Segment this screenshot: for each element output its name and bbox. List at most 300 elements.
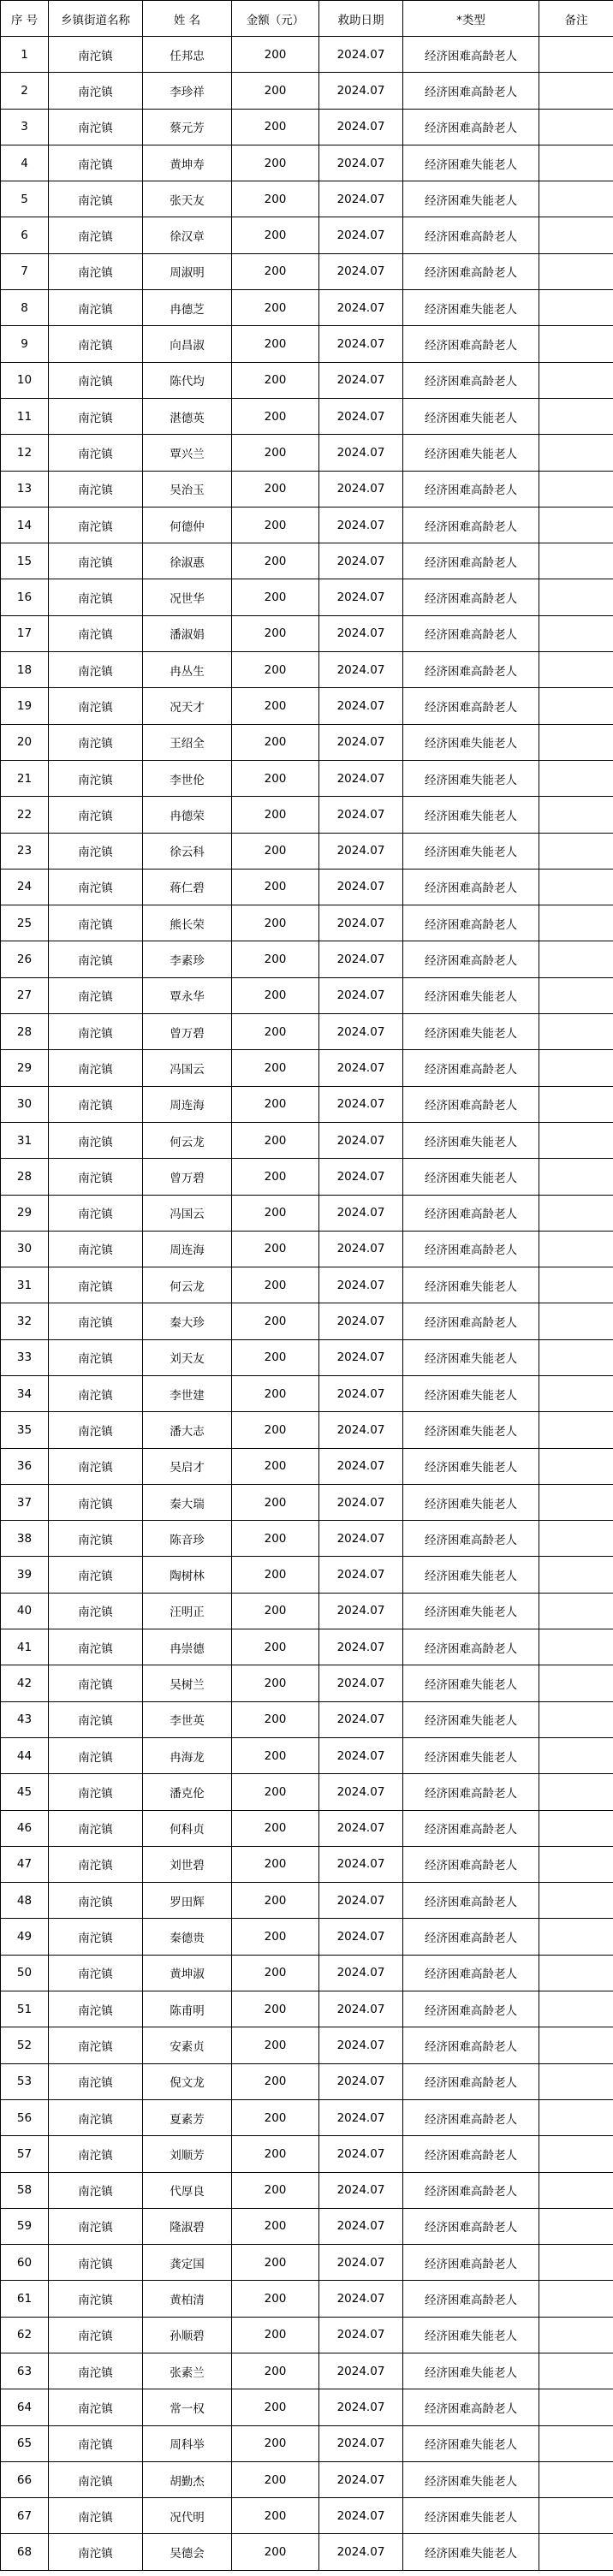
- remarks-cell: [539, 1919, 613, 1955]
- town-name-cell: 南沱镇: [49, 1159, 143, 1195]
- table-row: [1, 2136, 613, 2172]
- header-row: [1, 1, 613, 37]
- type-cell: 经济困难失能老人: [403, 1737, 539, 1773]
- town-name-cell: 南沱镇: [49, 2534, 143, 2570]
- relief-date-cell: 2024.07: [319, 2027, 403, 2063]
- serial-number-cell: 22: [1, 797, 49, 833]
- town-name-cell: 南沱镇: [49, 2208, 143, 2244]
- relief-date-cell: 2024.07: [319, 1050, 403, 1086]
- town-name-cell: 南沱镇: [49, 253, 143, 289]
- table-body: [1, 37, 613, 2571]
- relief-date-cell: 2024.07: [319, 1014, 403, 1050]
- town-name-cell: 南沱镇: [49, 1014, 143, 1050]
- serial-number-cell: 42: [1, 1665, 49, 1701]
- person-name-cell: 覃兴兰: [143, 435, 232, 471]
- person-name-cell: 冉德荣: [143, 797, 232, 833]
- town-name-cell: 南沱镇: [49, 760, 143, 796]
- town-name-cell: 南沱镇: [49, 2425, 143, 2461]
- town-name-cell: 南沱镇: [49, 2027, 143, 2063]
- person-name-cell: 湛德英: [143, 398, 232, 434]
- type-cell: 经济困难高龄老人: [403, 941, 539, 977]
- person-name-cell: 黄坤淑: [143, 1955, 232, 1991]
- type-cell: 经济困难失能老人: [403, 1412, 539, 1448]
- amount-cell: 200: [232, 2534, 319, 2570]
- serial-number-cell: 58: [1, 2172, 49, 2208]
- remarks-cell: [539, 1339, 613, 1375]
- town-name-cell: 南沱镇: [49, 109, 143, 145]
- amount-cell: 200: [232, 1883, 319, 1919]
- amount-cell: 200: [232, 797, 319, 833]
- remarks-cell: [539, 181, 613, 217]
- amount-cell: 200: [232, 688, 319, 724]
- remarks-cell: [539, 1737, 613, 1773]
- town-name-cell: 南沱镇: [49, 2281, 143, 2317]
- relief-date-cell: 2024.07: [319, 2425, 403, 2461]
- relief-date-cell: 2024.07: [319, 217, 403, 253]
- type-cell: 经济困难失能老人: [403, 1593, 539, 1629]
- serial-number-cell: 57: [1, 2136, 49, 2172]
- type-cell: 经济困难高龄老人: [403, 109, 539, 145]
- amount-cell: 200: [232, 2136, 319, 2172]
- serial-number-cell: 67: [1, 2498, 49, 2534]
- amount-cell: 200: [232, 398, 319, 434]
- amount-cell: 200: [232, 1629, 319, 1665]
- type-cell: 经济困难失能老人: [403, 1484, 539, 1520]
- person-name-cell: 周淑明: [143, 253, 232, 289]
- serial-number-cell: 47: [1, 1846, 49, 1882]
- remarks-cell: [539, 1484, 613, 1520]
- type-cell: 经济困难高龄老人: [403, 217, 539, 253]
- header-person-name: 姓 名: [143, 1, 232, 37]
- person-name-cell: 蒋仁碧: [143, 869, 232, 905]
- relief-date-cell: 2024.07: [319, 869, 403, 905]
- person-name-cell: 冯国云: [143, 1195, 232, 1231]
- town-name-cell: 南沱镇: [49, 1339, 143, 1375]
- type-cell: 经济困难高龄老人: [403, 615, 539, 651]
- serial-number-cell: 65: [1, 2425, 49, 2461]
- relief-date-cell: 2024.07: [319, 543, 403, 579]
- table-row: [1, 797, 613, 833]
- person-name-cell: 何科贞: [143, 1810, 232, 1846]
- person-name-cell: 秦德贵: [143, 1919, 232, 1955]
- table-row: [1, 1701, 613, 1737]
- type-cell: 经济困难高龄老人: [403, 326, 539, 362]
- person-name-cell: 潘克伦: [143, 1774, 232, 1810]
- remarks-cell: [539, 2172, 613, 2208]
- amount-cell: 200: [232, 1339, 319, 1375]
- serial-number-cell: 28: [1, 1159, 49, 1195]
- remarks-cell: [539, 37, 613, 73]
- person-name-cell: 刘天友: [143, 1339, 232, 1375]
- amount-cell: 200: [232, 2208, 319, 2244]
- type-cell: 经济困难高龄老人: [403, 37, 539, 73]
- amount-cell: 200: [232, 507, 319, 543]
- amount-cell: 200: [232, 615, 319, 651]
- remarks-cell: [539, 615, 613, 651]
- person-name-cell: 冉丛生: [143, 652, 232, 688]
- relief-date-cell: 2024.07: [319, 181, 403, 217]
- remarks-cell: [539, 1629, 613, 1665]
- table-row: [1, 2063, 613, 2099]
- type-cell: 经济困难失能老人: [403, 290, 539, 326]
- remarks-cell: [539, 217, 613, 253]
- amount-cell: 200: [232, 760, 319, 796]
- town-name-cell: 南沱镇: [49, 1267, 143, 1303]
- amount-cell: 200: [232, 1991, 319, 2027]
- amount-cell: 200: [232, 2281, 319, 2317]
- amount-cell: 200: [232, 290, 319, 326]
- relief-date-cell: 2024.07: [319, 1593, 403, 1629]
- person-name-cell: 秦大瑞: [143, 1484, 232, 1520]
- remarks-cell: [539, 1955, 613, 1991]
- person-name-cell: 熊长荣: [143, 905, 232, 941]
- serial-number-cell: 16: [1, 579, 49, 615]
- serial-number-cell: 56: [1, 2099, 49, 2135]
- town-name-cell: 南沱镇: [49, 507, 143, 543]
- amount-cell: 200: [232, 2245, 319, 2281]
- town-name-cell: 南沱镇: [49, 1846, 143, 1882]
- serial-number-cell: 7: [1, 253, 49, 289]
- serial-number-cell: 66: [1, 2461, 49, 2497]
- town-name-cell: 南沱镇: [49, 941, 143, 977]
- amount-cell: 200: [232, 1303, 319, 1339]
- relief-date-cell: 2024.07: [319, 1955, 403, 1991]
- remarks-cell: [539, 869, 613, 905]
- town-name-cell: 南沱镇: [49, 2317, 143, 2353]
- type-cell: 经济困难高龄老人: [403, 2136, 539, 2172]
- type-cell: 经济困难高龄老人: [403, 1629, 539, 1665]
- serial-number-cell: 24: [1, 869, 49, 905]
- type-cell: 经济困难失能老人: [403, 1375, 539, 1411]
- remarks-cell: [539, 362, 613, 398]
- relief-date-cell: 2024.07: [319, 1484, 403, 1520]
- person-name-cell: 曾万碧: [143, 1014, 232, 1050]
- serial-number-cell: 2: [1, 73, 49, 109]
- relief-date-cell: 2024.07: [319, 1629, 403, 1665]
- person-name-cell: 胡勤杰: [143, 2461, 232, 2497]
- table-row: [1, 724, 613, 760]
- type-cell: 经济困难高龄老人: [403, 507, 539, 543]
- table-row: [1, 2208, 613, 2244]
- remarks-cell: [539, 253, 613, 289]
- remarks-cell: [539, 941, 613, 977]
- amount-cell: 200: [232, 724, 319, 760]
- person-name-cell: 向昌淑: [143, 326, 232, 362]
- table-row: [1, 1593, 613, 1629]
- table-row: [1, 1774, 613, 1810]
- table-row: [1, 1014, 613, 1050]
- serial-number-cell: 38: [1, 1521, 49, 1557]
- type-cell: 经济困难失能老人: [403, 1122, 539, 1158]
- relief-date-cell: 2024.07: [319, 253, 403, 289]
- type-cell: 经济困难高龄老人: [403, 1846, 539, 1882]
- person-name-cell: 常一权: [143, 2389, 232, 2425]
- town-name-cell: 南沱镇: [49, 2063, 143, 2099]
- table-row: [1, 1412, 613, 1448]
- serial-number-cell: 30: [1, 1086, 49, 1122]
- person-name-cell: 徐云科: [143, 833, 232, 869]
- amount-cell: 200: [232, 2461, 319, 2497]
- serial-number-cell: 34: [1, 1375, 49, 1411]
- serial-number-cell: 27: [1, 977, 49, 1013]
- town-name-cell: 南沱镇: [49, 1448, 143, 1484]
- type-cell: 经济困难高龄老人: [403, 2245, 539, 2281]
- amount-cell: 200: [232, 1014, 319, 1050]
- serial-number-cell: 61: [1, 2281, 49, 2317]
- header-type: *类型: [403, 1, 539, 37]
- serial-number-cell: 12: [1, 435, 49, 471]
- relief-date-cell: 2024.07: [319, 652, 403, 688]
- remarks-cell: [539, 435, 613, 471]
- remarks-cell: [539, 2498, 613, 2534]
- person-name-cell: 张素兰: [143, 2353, 232, 2389]
- serial-number-cell: 53: [1, 2063, 49, 2099]
- amount-cell: 200: [232, 181, 319, 217]
- town-name-cell: 南沱镇: [49, 977, 143, 1013]
- remarks-cell: [539, 1014, 613, 1050]
- type-cell: 经济困难失能老人: [403, 724, 539, 760]
- table-row: [1, 2245, 613, 2281]
- person-name-cell: 吴树兰: [143, 1665, 232, 1701]
- amount-cell: 200: [232, 2099, 319, 2135]
- amount-cell: 200: [232, 73, 319, 109]
- type-cell: 经济困难高龄老人: [403, 1810, 539, 1846]
- town-name-cell: 南沱镇: [49, 1521, 143, 1557]
- table-row: [1, 869, 613, 905]
- type-cell: 经济困难高龄老人: [403, 1086, 539, 1122]
- town-name-cell: 南沱镇: [49, 1991, 143, 2027]
- type-cell: 经济困难失能老人: [403, 435, 539, 471]
- table-row: [1, 1991, 613, 2027]
- relief-date-cell: 2024.07: [319, 1665, 403, 1701]
- table-row: [1, 471, 613, 507]
- town-name-cell: 南沱镇: [49, 543, 143, 579]
- remarks-cell: [539, 1810, 613, 1846]
- table-row: [1, 1846, 613, 1882]
- amount-cell: 200: [232, 471, 319, 507]
- amount-cell: 200: [232, 941, 319, 977]
- town-name-cell: 南沱镇: [49, 145, 143, 181]
- type-cell: 经济困难高龄老人: [403, 652, 539, 688]
- type-cell: 经济困难失能老人: [403, 1339, 539, 1375]
- amount-cell: 200: [232, 652, 319, 688]
- relief-date-cell: 2024.07: [319, 760, 403, 796]
- serial-number-cell: 68: [1, 2534, 49, 2570]
- relief-date-cell: 2024.07: [319, 1521, 403, 1557]
- amount-cell: 200: [232, 2389, 319, 2425]
- relief-date-cell: 2024.07: [319, 1195, 403, 1231]
- type-cell: 经济困难高龄老人: [403, 362, 539, 398]
- person-name-cell: 曾万碧: [143, 1159, 232, 1195]
- remarks-cell: [539, 1412, 613, 1448]
- remarks-cell: [539, 2245, 613, 2281]
- serial-number-cell: 62: [1, 2317, 49, 2353]
- serial-number-cell: 17: [1, 615, 49, 651]
- amount-cell: 200: [232, 1412, 319, 1448]
- town-name-cell: 南沱镇: [49, 1919, 143, 1955]
- amount-cell: 200: [232, 1050, 319, 1086]
- serial-number-cell: 4: [1, 145, 49, 181]
- relief-date-cell: 2024.07: [319, 2498, 403, 2534]
- type-cell: 经济困难高龄老人: [403, 1195, 539, 1231]
- header-serial-number: 序 号: [1, 1, 49, 37]
- type-cell: 经济困难失能老人: [403, 977, 539, 1013]
- relief-date-cell: 2024.07: [319, 1267, 403, 1303]
- person-name-cell: 李世伦: [143, 760, 232, 796]
- amount-cell: 200: [232, 37, 319, 73]
- type-cell: 经济困难失能老人: [403, 2498, 539, 2534]
- remarks-cell: [539, 2063, 613, 2099]
- type-cell: 经济困难失能老人: [403, 2425, 539, 2461]
- remarks-cell: [539, 579, 613, 615]
- table-row: [1, 326, 613, 362]
- relief-date-cell: 2024.07: [319, 109, 403, 145]
- serial-number-cell: 33: [1, 1339, 49, 1375]
- town-name-cell: 南沱镇: [49, 1629, 143, 1665]
- table-row: [1, 2099, 613, 2135]
- serial-number-cell: 23: [1, 833, 49, 869]
- relief-date-cell: 2024.07: [319, 435, 403, 471]
- remarks-cell: [539, 905, 613, 941]
- person-name-cell: 刘世碧: [143, 1846, 232, 1882]
- serial-number-cell: 60: [1, 2245, 49, 2281]
- table-row: [1, 1195, 613, 1231]
- table-row: [1, 2172, 613, 2208]
- relief-date-cell: 2024.07: [319, 1737, 403, 1773]
- table-row: [1, 1159, 613, 1195]
- type-cell: 经济困难高龄老人: [403, 1919, 539, 1955]
- remarks-cell: [539, 1521, 613, 1557]
- person-name-cell: 吴德会: [143, 2534, 232, 2570]
- amount-cell: 200: [232, 362, 319, 398]
- town-name-cell: 南沱镇: [49, 2136, 143, 2172]
- person-name-cell: 黄坤寿: [143, 145, 232, 181]
- person-name-cell: 汪明正: [143, 1593, 232, 1629]
- remarks-cell: [539, 1159, 613, 1195]
- amount-cell: 200: [232, 1195, 319, 1231]
- table-row: [1, 652, 613, 688]
- relief-date-cell: 2024.07: [319, 688, 403, 724]
- remarks-cell: [539, 109, 613, 145]
- person-name-cell: 徐汉章: [143, 217, 232, 253]
- serial-number-cell: 8: [1, 290, 49, 326]
- relief-date-cell: 2024.07: [319, 471, 403, 507]
- relief-date-cell: 2024.07: [319, 2534, 403, 2570]
- relief-date-cell: 2024.07: [319, 507, 403, 543]
- amount-cell: 200: [232, 1375, 319, 1411]
- serial-number-cell: 43: [1, 1701, 49, 1737]
- town-name-cell: 南沱镇: [49, 1412, 143, 1448]
- serial-number-cell: 31: [1, 1122, 49, 1158]
- header-remarks: 备注: [539, 1, 613, 37]
- serial-number-cell: 5: [1, 181, 49, 217]
- serial-number-cell: 15: [1, 543, 49, 579]
- relief-date-cell: 2024.07: [319, 2099, 403, 2135]
- town-name-cell: 南沱镇: [49, 2245, 143, 2281]
- table-row: [1, 1448, 613, 1484]
- type-cell: 经济困难失能老人: [403, 833, 539, 869]
- serial-number-cell: 59: [1, 2208, 49, 2244]
- remarks-cell: [539, 1665, 613, 1701]
- serial-number-cell: 39: [1, 1557, 49, 1593]
- person-name-cell: 倪文龙: [143, 2063, 232, 2099]
- table-row: [1, 2461, 613, 2497]
- table-row: [1, 2389, 613, 2425]
- table-row: [1, 1339, 613, 1375]
- type-cell: 经济困难高龄老人: [403, 2099, 539, 2135]
- remarks-cell: [539, 1557, 613, 1593]
- type-cell: 经济困难失能老人: [403, 181, 539, 217]
- town-name-cell: 南沱镇: [49, 1086, 143, 1122]
- amount-cell: 200: [232, 1557, 319, 1593]
- amount-cell: 200: [232, 1086, 319, 1122]
- amount-cell: 200: [232, 435, 319, 471]
- table-row: [1, 37, 613, 73]
- town-name-cell: 南沱镇: [49, 1050, 143, 1086]
- type-cell: 经济困难高龄老人: [403, 2281, 539, 2317]
- relief-date-cell: 2024.07: [319, 1303, 403, 1339]
- person-name-cell: 冉德芝: [143, 290, 232, 326]
- town-name-cell: 南沱镇: [49, 471, 143, 507]
- serial-number-cell: 29: [1, 1050, 49, 1086]
- relief-date-cell: 2024.07: [319, 1086, 403, 1122]
- type-cell: 经济困难高龄老人: [403, 2389, 539, 2425]
- remarks-cell: [539, 2534, 613, 2570]
- relief-date-cell: 2024.07: [319, 2063, 403, 2099]
- table-row: [1, 615, 613, 651]
- remarks-cell: [539, 2317, 613, 2353]
- person-name-cell: 黄柏清: [143, 2281, 232, 2317]
- remarks-cell: [539, 1231, 613, 1267]
- town-name-cell: 南沱镇: [49, 905, 143, 941]
- relief-date-cell: 2024.07: [319, 941, 403, 977]
- remarks-cell: [539, 1991, 613, 2027]
- type-cell: 经济困难高龄老人: [403, 471, 539, 507]
- relief-date-cell: 2024.07: [319, 1919, 403, 1955]
- table-row: [1, 2498, 613, 2534]
- person-name-cell: 夏素芳: [143, 2099, 232, 2135]
- type-cell: 经济困难失能老人: [403, 760, 539, 796]
- amount-cell: 200: [232, 145, 319, 181]
- person-name-cell: 何云龙: [143, 1122, 232, 1158]
- town-name-cell: 南沱镇: [49, 1883, 143, 1919]
- amount-cell: 200: [232, 1448, 319, 1484]
- person-name-cell: 陈代均: [143, 362, 232, 398]
- person-name-cell: 李珍祥: [143, 73, 232, 109]
- table-row: [1, 833, 613, 869]
- table-row: [1, 2425, 613, 2461]
- relief-date-cell: 2024.07: [319, 145, 403, 181]
- type-cell: 经济困难高龄老人: [403, 2172, 539, 2208]
- table-row: [1, 1810, 613, 1846]
- town-name-cell: 南沱镇: [49, 2172, 143, 2208]
- remarks-cell: [539, 290, 613, 326]
- town-name-cell: 南沱镇: [49, 181, 143, 217]
- remarks-cell: [539, 73, 613, 109]
- remarks-cell: [539, 1846, 613, 1882]
- person-name-cell: 潘大志: [143, 1412, 232, 1448]
- town-name-cell: 南沱镇: [49, 1122, 143, 1158]
- type-cell: 经济困难高龄老人: [403, 253, 539, 289]
- person-name-cell: 周连海: [143, 1231, 232, 1267]
- remarks-cell: [539, 1448, 613, 1484]
- type-cell: 经济困难失能老人: [403, 797, 539, 833]
- person-name-cell: 代厚良: [143, 2172, 232, 2208]
- remarks-cell: [539, 2389, 613, 2425]
- amount-cell: 200: [232, 2172, 319, 2208]
- remarks-cell: [539, 145, 613, 181]
- table-row: [1, 435, 613, 471]
